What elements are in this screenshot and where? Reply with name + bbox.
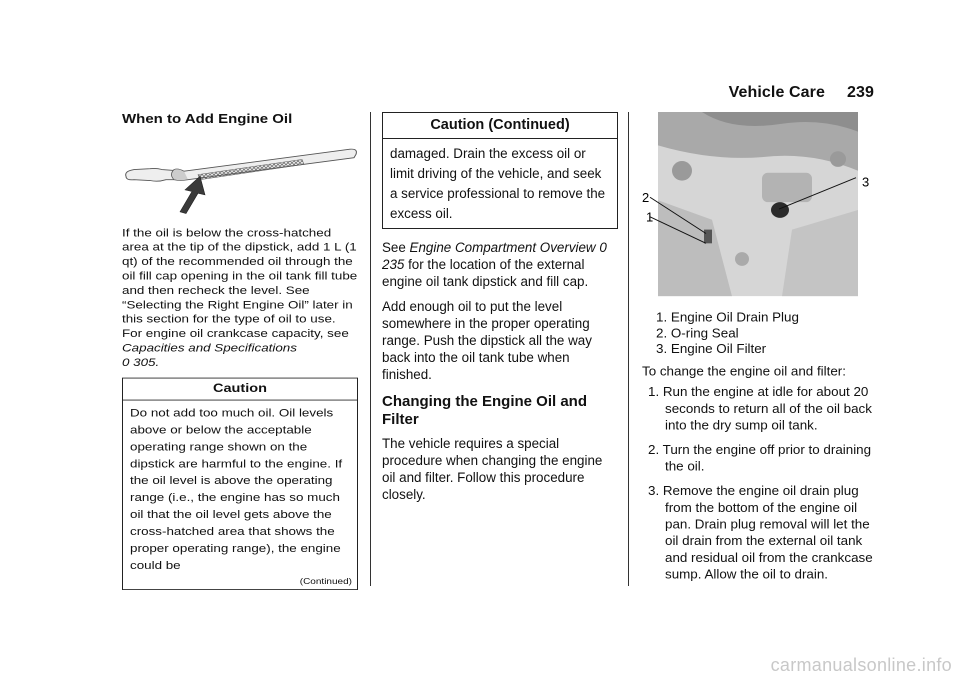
legend-item: 2. O-ring Seal: [656, 325, 739, 341]
header-section-title: Vehicle Care: [728, 84, 825, 101]
section-heading: When to Add Engine Oil: [122, 112, 293, 127]
column-divider-1: [370, 112, 371, 586]
add-oil-paragraph: Add enough oil to put the level somewhere in the proper operating range. Push the dipstick all the way back into the oil tank tube when finished.: [382, 299, 592, 382]
column-divider-2: [628, 112, 629, 586]
procedure-intro-paragraph: The vehicle requires a special procedure when changing the engine oil and filter. Follow this procedure closely.: [382, 436, 603, 502]
see-overview-paragraph: [382, 239, 618, 290]
legend-item: 3. Engine Oil Filter: [656, 341, 767, 357]
caution-body: Do not add too much oil. Oil levels above or below the acceptable operating range shown on the dipstick are harmful to the engine. If the oil level is above the operating range (i.e., the engine has so much oil that the oil level gets above the cross-hatched area that shows the proper operating range), the engine could be: [130, 406, 343, 572]
see-prefix: See: [382, 240, 410, 255]
step-item: 3. Remove the engine oil drain plug from the bottom of the engine oil pan. Drain plug removal will let the oil drain from the external oil tank and residual oil from the crankcase sump. Allow the oil to drain.: [648, 483, 873, 582]
caution-title: Caution: [123, 378, 357, 400]
down-arrow-icon: [180, 176, 205, 213]
callout-1: 1: [646, 209, 654, 225]
step-item: 1. Run the engine at idle for about 20 seconds to return all of the oil back into the dry sump oil tank.: [648, 384, 872, 433]
column-3: [642, 112, 878, 590]
figure-legend: [642, 310, 878, 357]
see-suffix: for the location of the external engine oil tank dipstick and fill cap.: [382, 257, 589, 289]
capacities-link[interactable]: Capacities and Specifications: [122, 341, 297, 354]
oil-filter-shape: [771, 202, 789, 218]
changing-oil-heading: Changing the Engine Oil and Filter: [382, 393, 587, 428]
oil-level-text: If the oil is below the cross-hatched area at the tip of the dipstick, add 1 L (1 qt) of the recommended oil through the oil fill cap opening in the oil tank fill tube and then recheck the level. See “Selecting the Right Engine Oil” later in this section for the type of oil to use. For engine oil crankcase capacity, see: [122, 226, 358, 340]
page-number: 239: [847, 84, 874, 101]
caution-continued-label: (Continued): [299, 577, 352, 587]
callout-3: 3: [862, 174, 870, 190]
steps-intro: To change the engine oil and filter:: [642, 363, 846, 379]
caution-box: [122, 378, 358, 590]
caution-continued-box: [382, 112, 618, 229]
procedure-steps: [642, 383, 878, 582]
step-item: 2. Turn the engine off prior to draining the oil.: [648, 442, 872, 474]
oil-level-paragraph: [122, 225, 358, 369]
caution-continued-body: damaged. Drain the excess oil or limit driving of the vehicle, and seek a service professional to remove the excess oil.: [390, 146, 606, 221]
drain-plug-shape: [704, 230, 712, 244]
callout-2: 2: [642, 190, 650, 206]
engine-compartment-link[interactable]: Engine Compartment Overview: [409, 240, 596, 255]
caution-continued-title: Caution (Continued): [383, 113, 617, 139]
capacities-page-ref[interactable]: 0 305.: [122, 355, 160, 369]
engine-underside-illustration: [642, 112, 878, 296]
column-1: [122, 112, 358, 590]
column-2: [382, 112, 618, 511]
running-header: [729, 84, 874, 102]
engine-compartment-page-ref[interactable]: 0 235: [382, 240, 607, 272]
watermark: carmanualsonline.info: [770, 655, 952, 675]
legend-item: 1. Engine Oil Drain Plug: [656, 309, 799, 325]
dipstick-illustration: [122, 134, 358, 215]
